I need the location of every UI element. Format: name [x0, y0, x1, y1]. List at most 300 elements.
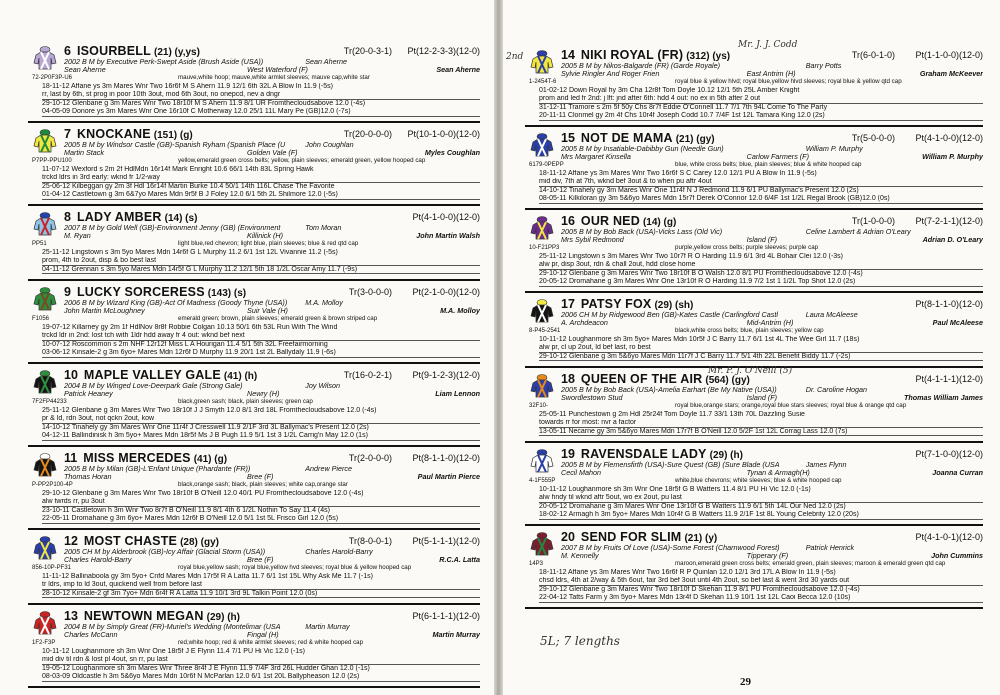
connections-line: [64, 556, 480, 564]
form-line: tr ldrs, imp to ld 3out, quickend well from before last: [42, 581, 480, 589]
runner-entry: [28, 364, 480, 447]
jockey-silks-icon: [32, 287, 58, 311]
form-lines: [539, 336, 983, 361]
racing-colours: light blue,red chevron; light blue, plain sleeves; blue & red qtd cap: [178, 240, 359, 247]
point-record: Pt(7-2-1-1)(12-0): [915, 216, 983, 226]
trainer-record: Tr(5-0-0-0): [851, 133, 895, 143]
form-line: prom and led fr 2nd: j lft: jnd after 6th: hdd 4 out: no ex in 5th after 2 out: [539, 95, 983, 103]
hunt-location: Island (F): [746, 394, 778, 402]
trainer: Martin Stack: [64, 149, 104, 157]
horse-name: SEND FOR SLIM: [580, 530, 682, 544]
trainer: M. Ryan: [64, 232, 91, 240]
runner-header: [561, 131, 983, 145]
runner-entry: [525, 44, 983, 127]
right-page: [503, 0, 1000, 695]
runner-header: [64, 534, 480, 548]
point-record: Pt(9-1-2-3)(12-0): [412, 370, 480, 380]
trainer-record: Tr(16-0-2-1): [343, 370, 392, 380]
horse-rating: (14) (g): [642, 217, 677, 228]
form-lines: [42, 83, 480, 117]
rider: Liam Lennon: [435, 390, 480, 398]
rider: Joanna Curran: [932, 469, 983, 477]
breeding: 2007 B M by Gold Well (GB)-Environment Jenny (GB) (Environment: [64, 224, 281, 232]
form-line: 04-12-11 Ballindinisk h 3m 5yo+ Mares Mdn 18r5f Ms J B Pugh 11.9 5/1 1st 3 1/2L Carrig'n May 12.0 (1s): [42, 432, 480, 440]
runner-entry: [28, 40, 480, 123]
form-line: 20-05-12 Dromahane g 3m Mares Wnr One 13r10f G B Watters 11.9 6/1 5th 14L Our Ned 12.0 (2s): [539, 502, 846, 510]
breeding: 2005 B M by Bob Back (USA)-Amelia Earhart (Be My Native (USA)): [561, 386, 777, 394]
horse-name: MISS MERCEDES: [83, 451, 191, 465]
form-code: P7PP-PPU100: [32, 158, 72, 164]
connections-line: [64, 232, 480, 240]
form-code: F1056: [32, 316, 50, 322]
form-line: 25-11-12 Lingstown s 3m Mares Wnr Two 10r7f R O Harding 11.9 6/1 3rd 4L Bohair Clei 12.0 (-3s): [539, 253, 843, 260]
runner-number: 19: [561, 447, 575, 461]
breeding-line: [64, 299, 480, 307]
jockey-silks-icon: [529, 532, 555, 556]
runner-number: 6: [64, 44, 71, 58]
jockey-silks-icon: [529, 133, 555, 157]
racing-colours: purple,yellow cross belts; purple sleeves; purple cap: [675, 244, 819, 251]
horse-rating: (312) (ys): [686, 51, 731, 62]
form-line: 14-10-12 Tinahely gy 3m Mares Wnr One 11r4f J Cresswell 11.9 2/1F 3rd 3L Ballymac's Present 12.0 (2s): [42, 423, 369, 431]
breeding-line: [561, 145, 983, 153]
form-lines: [42, 324, 480, 358]
horse-rating: (14) (s): [164, 213, 198, 224]
runner-header: [561, 48, 983, 62]
runner-entry: [28, 206, 480, 281]
form-line: mid div, 7th at 7th, wknd bef 3out & to when pu aftr 4out: [539, 178, 983, 186]
form-line: 08-05-11 Kilkiloran gy 3m 5&6yo Mares Mdn 15r7f Derek O'Connor 12.0 6/4F 1st 1/2L Regal Brook (GB)12.0 (0s): [539, 195, 983, 203]
hunt-location: Carlow Farmers (F): [746, 153, 809, 161]
form-line: alw twrds rr, pu 3out: [42, 498, 480, 506]
form-line: 18-11-12 Affane ys 3m Mares Wnr Two 16r6f S C Carey 12.0 12/1 PU A Blow In 11.9 (-5s): [539, 170, 817, 177]
breeding-line: [64, 382, 480, 390]
form-lines: [42, 407, 480, 441]
form-line: 20-11-11 Clonmel gy 2m 4f Chs 10r4f Joseph Codd 10.7 7/4F 1st 12L Tamara King 12.0 (2s): [539, 112, 983, 120]
form-line: 14-10-12 Tinahely gy 3m Mares Wnr One 11r4f N J Redmond 11.9 6/1 PU Ballymac's Present 12.0 (2s): [539, 186, 859, 194]
rider: R.C.A. Latta: [439, 556, 480, 564]
form-lines: [539, 569, 983, 603]
point-record: Pt(5-1-1-1)(12-0): [412, 536, 480, 546]
breeding-line: [64, 58, 480, 66]
horse-rating: (29) (h): [206, 612, 240, 623]
form-line: 18-02-12 Armagh h 3m 5yo+ Mares Mdn 10r4f G B Watters 11.9 2/1F 1st 8L Young Celebrity 12.0 (20s): [539, 511, 983, 519]
runner-header: [561, 214, 983, 228]
trainer: Sylvie Ringler And Roger Frien: [561, 70, 660, 78]
connections-line: [64, 473, 480, 481]
runner-header: [64, 609, 480, 623]
horse-rating: (21) (y,ys): [153, 47, 200, 58]
form-line: 25-06-12 Kilbeggan gy 2m 3f Hdl 16r14f Martin Burke 10.4 50/1 14th 116L Chase The Favorite: [42, 182, 335, 190]
hunt-location: Bree (F): [247, 556, 274, 564]
form-line: rr, last by 6th, st prog in poor 10th 3out, mod 6th 3out, no onepcd, nev a dngr: [42, 91, 480, 99]
form-line: 29-10-12 Glenbane g 3m Mares Wnr Two 18r10f B O Walsh 12.0 8/1 PU Fromthecloudsabove 12.0 (-4s): [539, 269, 863, 277]
form-code: PP51: [32, 241, 47, 247]
form-line: prom, 4th to 2out, disp & bo best last: [42, 257, 480, 265]
form-line: 25-11-12 Glenbane g 3m Mares Wnr Two 18r10f J J Smyth 12.0 8/1 3rd 18L Fromthecloudsabove 12.0 (-4s): [42, 407, 377, 414]
form-lines: [42, 166, 480, 200]
form-line: 19-05-12 Loughanmore sh 3m Mares Wnr Three 8r4f J E Flynn 11.9 7/4F 3rd 26L Hudder Ghan 12.0 (-1s): [42, 664, 370, 672]
horse-name: OUR NED: [580, 214, 640, 228]
jockey-silks-icon: [529, 449, 555, 473]
horse-rating: (143) (s): [207, 288, 247, 299]
form-line: 23-10-11 Castletown h 3m Wnr Two 8r7f B O'Neill 11.9 8/1 4th 6 1/2L Nothin To Say 11.4 (4s): [42, 506, 330, 514]
rider: William P. Murphy: [922, 153, 983, 161]
trainer: John Martin McLoughney: [64, 307, 145, 315]
runner-number: 14: [561, 48, 575, 62]
form-line: 22-04-12 Tatts Farm y 3m 5yo+ Mares Mdn 13r4f D Skehan 11.9 10/1 1st 12L Caoi Becca 12.0 (10s): [539, 594, 983, 602]
rider: Paul McAleese: [932, 319, 983, 327]
form-line: 29-10-12 Glenbane g 3m Mares Wnr Two 18r10f B O'Neill 12.0 40/1 PU Fromthecloudsabove 12.0 (-4s): [42, 490, 364, 497]
jockey-silks-icon: [529, 50, 555, 74]
form-line: 22-05-11 Dromahane g 3m 6yo+ Mares Mdn 12r6f B O'Neill 12.0 5/1 1st 5L Frisco Girl 12.0 (5s): [42, 515, 480, 523]
trainer-record: Tr(20-0-0-0): [343, 129, 392, 139]
form-line: 01-02-12 Down Royal hy 3m Cha 12r8f Tom Doyle 10.12 12/1 5th 25L Amber Knight: [539, 87, 800, 94]
breeding: 2005 B M by Nikos-Balgarde (FR) (Garde Royale): [561, 62, 720, 70]
runner-entry: [525, 368, 983, 443]
trainer-record: Tr(8-0-0-1): [348, 536, 392, 546]
racing-colours: red,white hoop; red & white armlet sleeves; red & white hooped cap: [178, 639, 364, 646]
hunt-location: Golden Vale (F): [247, 149, 298, 157]
form-code: 8-P45-2541: [529, 328, 561, 334]
jockey-silks-icon: [529, 216, 555, 240]
breeding-line: [64, 548, 480, 556]
trainer: Mrs Margaret Kinsella: [561, 153, 631, 161]
form-line: 10-11-12 Loughanmore sh 3m Wnr One 18r5f J E Flynn 11.4 7/1 PU Hi Vic 12.0 (-1s): [42, 648, 306, 655]
breeding-line: [64, 623, 480, 631]
runner-number: 12: [64, 534, 78, 548]
runner-entry: [525, 293, 983, 368]
form-code: 6179-0PEPP: [529, 162, 564, 168]
trainer: Mrs Sybil Redmond: [561, 236, 624, 244]
breeding-line: [561, 386, 983, 394]
form-line: 29-10-12 Glenbane g 3m Mares Wnr Two 18r10f D Skehan 11.9 8/1 PU Fromthecloudsabove 12.0 (-4s): [539, 585, 860, 593]
trainer: Cecil Mahon: [561, 469, 601, 477]
horse-rating: (21) (gy): [675, 134, 715, 145]
horse-rating: (564) (gy): [705, 375, 750, 386]
hunt-location: West Waterford (F): [247, 66, 308, 74]
breeding: 2004 B M by Winged Love-Deerpark Gale (Strong Gale): [64, 382, 243, 390]
point-record: Pt(4-1-0-1)(12-0): [915, 532, 983, 542]
horse-name: RAVENSDALE LADY: [580, 447, 707, 461]
runner-number: 16: [561, 214, 575, 228]
trainer-record: Tr(6-0-1-0): [851, 50, 895, 60]
form-line: 11-11-12 Ballinaboola gy 3m 5yo+ Cnfd Mares Mdn 17r5f R A Latta 11.7 6/1 1st 15L Why Ask Me 11.7 (-1s): [42, 573, 373, 580]
left-page: [0, 0, 494, 695]
jockey-silks-icon: [32, 46, 58, 70]
runner-entry: [28, 447, 480, 530]
racing-colours: black,green sash; black, plain sleeves; green cap: [178, 398, 313, 405]
connections-line: [561, 552, 983, 560]
jockey-silks-icon: [32, 536, 58, 560]
form-line: 04-11-12 Grennan s 3m 5yo Mares Mdn 14r5f G L Murphy 11.2 12/1 5th 18 1/2L Oscar Amy 11.7 (-9s): [42, 266, 480, 274]
page-number: 29: [740, 676, 751, 688]
horse-rating: (29) (sh): [654, 300, 694, 311]
hunt-location: Bree (F): [247, 473, 274, 481]
horse-rating: (21) (y): [684, 533, 718, 544]
runner-number: 11: [64, 451, 78, 465]
breeding: 2007 B M by Fruits Of Love (USA)-Some Forest (Charnwood Forest): [561, 544, 780, 552]
horse-name: KNOCKANE: [76, 127, 151, 141]
runner-header: [64, 44, 480, 58]
breeding: 2005 B M by Windsor Castle (GB)-Spanish Ryham (Spanish Place (U: [64, 141, 286, 149]
point-record: Pt(6-1-1-1)(12-0): [412, 611, 480, 621]
breeding-line: [561, 544, 983, 552]
hunt-location: Killinick (H): [247, 232, 283, 240]
owner: Joy Wilson: [305, 382, 340, 390]
form-lines: [539, 253, 983, 287]
runner-entry: [525, 526, 983, 609]
runner-number: 13: [64, 609, 78, 623]
jockey-silks-icon: [529, 299, 555, 323]
racing-colours: yellow,emerald green cross belts; yellow, plain sleeves; emerald green, yellow hooped cap: [178, 157, 426, 164]
runner-number: 17: [561, 297, 575, 311]
rider: Martin Murray: [432, 631, 480, 639]
trainer: Charles McCann: [64, 631, 118, 639]
horse-rating: (151) (g): [153, 130, 193, 141]
jockey-silks-icon: [529, 374, 555, 398]
form-line: 28-10-12 Kinsale-2 gf 3m 7yo+ Mdn 6r4f R A Latta 11.9 10/1 3rd 9L Talkin Point 12.0 (0s): [42, 590, 480, 598]
racing-colours: mauve,white hoop; mauve,white armlet sleeves; mauve cap,white star: [178, 74, 370, 81]
runner-header: [561, 447, 983, 461]
horse-name: ISOURBELL: [76, 44, 151, 58]
breeding-line: [561, 228, 983, 236]
runner-number: 18: [561, 372, 575, 386]
form-lines: [42, 648, 480, 682]
breeding: 2002 B M by Executive Perk-Swept Aside (Brush Aside (USA)): [64, 58, 264, 66]
connections-line: [64, 66, 480, 74]
point-record: Pt(12-2-3-3)(12-0): [407, 46, 480, 56]
trainer: M. Kennelly: [561, 552, 599, 560]
point-record: Pt(2-1-0-0)(12-0): [412, 287, 480, 297]
rider: John Cummins: [931, 552, 983, 560]
owner: M.A. Molloy: [305, 299, 343, 307]
form-line: 11-07-12 Wexford s 2m 2f HdlMdn 16r14f Mark Enright 10.6 66/1 14th 83L Spring Hawk: [42, 166, 314, 173]
connections-line: [64, 631, 480, 639]
owner: Tom Moran: [305, 224, 342, 232]
racing-colours: black,white cross belts; blue, plain sleeves; yellow cap: [675, 327, 824, 334]
racing-colours: white,blue chevrons; white sleeves; blue & white hooped cap: [675, 477, 842, 484]
breeding-line: [64, 141, 480, 149]
runner-header: [561, 530, 983, 544]
point-record: Pt(4-1-0-0)(12-0): [915, 133, 983, 143]
form-code: 14P3: [529, 561, 544, 567]
form-line: 18-11-12 Affane ys 3m Mares Wnr Two 16r6f R P Quinlan 12.0 12/1 3rd 17L A Blow In 11.9 (-5s): [539, 569, 836, 576]
runner-number: 7: [64, 127, 71, 141]
rider: Paul Martin Pierce: [417, 473, 480, 481]
form-line: towards rr for most: nvr a factor: [539, 419, 983, 427]
trainer: Sean Aherne: [64, 66, 106, 74]
form-line: 20-05-12 Dromahane g 3m Mares Wnr One 13r10f R O Harding 11.9 7/2 1st 1 1/2L Top Shot 12.0 (2s): [539, 278, 983, 286]
breeding-line: [561, 461, 983, 469]
book-gutter: [494, 0, 503, 695]
form-lines: [42, 249, 480, 274]
form-lines: [539, 411, 983, 436]
owner: Martin Murray: [305, 623, 350, 631]
form-line: 18-11-12 Affane ys 3m Mares Wnr Two 16r6f M S Ahern 11.9 12/1 6th 32L A Blow In 11.9 (-5s): [42, 83, 333, 90]
owner: Laura McAleese: [805, 311, 858, 319]
form-line: pr & ld, rdn 3out, not qckn 2out, kow: [42, 415, 480, 423]
runner-header: [64, 285, 480, 299]
form-line: 29-10-12 Glenbane g 3m Mares Wnr Two 18r10f M S Ahern 11.9 8/1 UR Fromthecloudsabove 12.0 (-4s): [42, 99, 366, 107]
horse-name: PATSY FOX: [580, 297, 652, 311]
form-line: chsd ldrs, 4th at 2/way & 5th 6out, fair 3rd bef 3out until 4th 2out, so bef last & went 3rd 30 yards out: [539, 577, 983, 585]
horse-name: NOT DE MAMA: [580, 131, 673, 145]
form-line: 10-07-12 Roscommon s 2m NHF 12r12f Miss L A Hourigan 11.4 5/1 5th 32L Freefairmorning: [42, 340, 328, 348]
form-line: trckd ldr in 2nd: lost tch with 1ldr hdd away fr 4 out: wknd bef next: [42, 332, 480, 340]
trainer: Patrick Heaney: [64, 390, 113, 398]
form-line: 19-07-12 Killarney gy 2m 1f HdlNov 8r8f Robbie Colgan 10.13 50/1 6th 53L Run With The Wind: [42, 324, 338, 331]
rider: Graham McKeever: [919, 70, 983, 78]
racing-colours: maroon,emerald green cross belts; emerald green, plain sleeves; maroon & emerald green qtd cap: [675, 560, 946, 567]
connections-line: [561, 236, 983, 244]
runner-entry: [28, 530, 480, 605]
form-line: 13-05-11 Necarne gy 3m 5&6yo Mares Mdn 17r7f B O'Neill 12.0 5/2F 1st 12L Corrag Lass 12.0 (7s): [539, 428, 983, 436]
point-record: Pt(8-1-1-0)(12-0): [915, 299, 983, 309]
rider: M.A. Molloy: [440, 307, 480, 315]
breeding: 2004 B M by Simply Great (FR)-Muriel's Wedding (Montelimar (USA: [64, 623, 281, 631]
hunt-location: Tynan & Armagh(H): [746, 469, 810, 477]
owner: John Coughlan: [305, 141, 354, 149]
trainer: Thomas Horan: [64, 473, 112, 481]
owner: Patrick Henrick: [805, 544, 855, 552]
racing-colours: royal blue,orange stars; orange,royal blue stars sleeves; royal blue & orange qtd cap: [675, 402, 907, 409]
owner: Charles Harold-Barry: [305, 548, 373, 556]
form-line: 03-06-12 Kinsale-2 g 3m 6yo+ Mares Mdn 12r6f D Murphy 11.9 20/1 1st 2L Ballydaly 11.9 (-6s): [42, 349, 480, 357]
trainer: Charles Harold-Barry: [64, 556, 132, 564]
breeding: 2005 B M by Bob Back (USA)-Vicks Lass (Old Vic): [561, 228, 723, 236]
horse-rating: (41) (h): [223, 371, 258, 382]
owner: Dr. Caroline Hogan: [805, 386, 868, 394]
hunt-location: Fingal (H): [247, 631, 279, 639]
runner-entry: [28, 123, 480, 206]
form-code: 72-2P0F3P-U6: [32, 75, 73, 81]
form-code: 1-2454T-6: [529, 79, 557, 85]
trainer-record: Tr(20-0-3-1): [343, 46, 392, 56]
owner: James Flynn: [805, 461, 847, 469]
trainer-record: Tr(2-0-0-0): [348, 453, 392, 463]
form-line: alw hndy til wknd aftr 5out, wo ex 2out, pu last: [539, 494, 983, 502]
connections-line: [561, 153, 983, 161]
trainer-record: Tr(1-0-0-0): [851, 216, 895, 226]
runner-header: [64, 451, 480, 465]
handwritten-note-bottom: 5L; 7 lengths: [540, 634, 620, 648]
runner-number: 9: [64, 285, 71, 299]
point-record: Pt(8-1-1-0)(12-0): [412, 453, 480, 463]
breeding: 2005 B M by Milan (GB)-L'Enfant Unique (Phardante (FR)): [64, 465, 251, 473]
breeding: 2006 CH M by Ridgewood Ben (GB)-Kates Castle (Carlingford Castl: [561, 311, 778, 319]
point-record: Pt(10-1-0-0)(12-0): [407, 129, 480, 139]
horse-name: LUCKY SORCERESS: [76, 285, 205, 299]
hunt-location: Suir Vale (H): [247, 307, 288, 315]
form-line: 25-05-11 Punchestown g 2m Hdl 25r24f Tom Doyle 11.7 33/1 13th 70L Dazzling Susie: [539, 411, 805, 418]
handwritten-note-place: 2nd: [506, 52, 524, 62]
point-record: Pt(7-1-0-0)(12-0): [915, 449, 983, 459]
runner-entry: [28, 605, 480, 688]
rider: Myles Coughlan: [424, 149, 480, 157]
form-code: 32F10-: [529, 403, 549, 409]
hunt-location: Tipperary (F): [746, 552, 789, 560]
form-lines: [42, 490, 480, 524]
form-line: alw pr, disp 3out, rdn & chall 2out, hdd close home: [539, 261, 983, 269]
runner-header: [64, 210, 480, 224]
form-line: 31-12-11 Tramore s 2m 5f 50y Chs 8r7f Eddie O'Connell 11.7 7/1 7th 94L Come To The Party: [539, 103, 828, 111]
horse-name: MOST CHASTE: [83, 534, 178, 548]
horse-rating: (28) (gy): [180, 537, 219, 548]
form-line: 08-03-09 Oldcastle h 3m 5&6yo Mares Mdn 10r6f N McParlan 12.0 6/1 1st 20L Ballypheason 12.0 (2s): [42, 673, 480, 681]
form-line: 25-11-12 Lingstown s 3m 5yo Mares Mdn 14r6f G L Murphy 11.2 6/1 1st 12L Vivannie 11.2 (-5s): [42, 249, 338, 256]
connections-line: [64, 307, 480, 315]
racing-colours: black,orange sash; black, plain sleeves; white cap,orange star: [178, 481, 348, 488]
jockey-silks-icon: [32, 611, 58, 635]
jockey-silks-icon: [32, 129, 58, 153]
connections-line: [561, 469, 983, 477]
racing-colours: blue, white cross belts; blue, plain sleeves; blue & white hooped cap: [675, 161, 862, 168]
runner-header: [64, 368, 480, 382]
form-line: 10-11-12 Loughanmore sh 3m Wnr One 18r5f G B Watters 11.4 8/1 PU Hi Vic 12.0 (-1s): [539, 486, 811, 493]
breeding-line: [64, 224, 480, 232]
breeding: 2005 CH M by Alderbrook (GB)-Icy Affair (Glacial Storm (USA)): [64, 548, 266, 556]
connections-line: [561, 70, 983, 78]
runner-header: [561, 297, 983, 311]
hunt-location: Island (F): [746, 236, 778, 244]
form-code: P-PP2P100-4P: [32, 482, 73, 488]
form-code: 4-1F555P: [529, 478, 556, 484]
runner-entry: [525, 443, 983, 526]
trainer-record: Tr(3-0-0-0): [348, 287, 392, 297]
owner: William P. Murphy: [805, 145, 863, 153]
connections-line: [64, 149, 480, 157]
connections-line: [561, 319, 983, 327]
horse-rating: (29) (h): [709, 450, 743, 461]
jockey-silks-icon: [32, 212, 58, 236]
jockey-silks-icon: [32, 453, 58, 477]
connections-line: [64, 390, 480, 398]
runner-entry: [525, 127, 983, 210]
breeding-line: [561, 311, 983, 319]
form-line: trckd ldrs in 3rd early: wknd fr 1/2-way: [42, 174, 480, 182]
breeding: 2006 B M by Wizard King (GB)-Act Of Madness (Goody Thyne (USA)): [64, 299, 288, 307]
breeding: 2005 B M by Insatiable-Dabibby Gun (Needle Gun): [561, 145, 724, 153]
hunt-location: East Antrim (H): [746, 70, 796, 78]
form-code: 856-10P-PF31: [32, 565, 72, 571]
hunt-location: Newry (H): [247, 390, 280, 398]
form-lines: [539, 486, 983, 520]
runner-number: 8: [64, 210, 71, 224]
form-line: alw pr, cl up 2out, ld bef last, ro best: [539, 344, 983, 352]
rider: John Martin Walsh: [416, 232, 480, 240]
form-lines: [42, 573, 480, 598]
point-record: Pt(4-1-0-0)(12-0): [412, 212, 480, 222]
form-line: 29-10-12 Glenbane g 3m 5&6yo Mares Mdn 11r7f J C Barry 11.7 5/1 4th 22L Benefit Biddy 11.7 (-2s): [539, 353, 983, 361]
form-line: 01-04-12 Castletown g 3m 6&7yo Mares Mdn 9r5f B J Foley 12.0 6/1 5th 2L Shilmore 12.0 (-5s): [42, 191, 480, 199]
rider: Sean Aherne: [436, 66, 480, 74]
owner: Barry Potts: [805, 62, 842, 70]
horse-rating: (41) (g): [193, 454, 228, 465]
runner-entry: [28, 281, 480, 364]
form-line: 04-05-09 Donore ys 3m Mares Wnr One 16r10f C Motherway 12.0 25/1 11L Mary Pe (GB)12.0 (-7s): [42, 108, 480, 116]
hunt-location: Mid-Antrim (H): [746, 319, 794, 327]
runner-header: [64, 127, 480, 141]
form-line: 10-11-12 Loughanmore sh 3m 5yo+ Mares Mdn 10r5f J C Barry 11.7 6/1 1st 4L The Wee Girl 11.7 (18s): [539, 336, 860, 343]
form-code: 1F2-F3P: [32, 640, 56, 646]
owner: Sean Aherne: [305, 58, 347, 66]
jockey-silks-icon: [32, 370, 58, 394]
owner: Celine Lambert & Adrian O'Leary: [805, 228, 911, 236]
form-line: mid div til rdn & lost pl 4out, sn rr, pu last: [42, 656, 480, 664]
breeding-line: [64, 465, 480, 473]
runner-number: 10: [64, 368, 78, 382]
